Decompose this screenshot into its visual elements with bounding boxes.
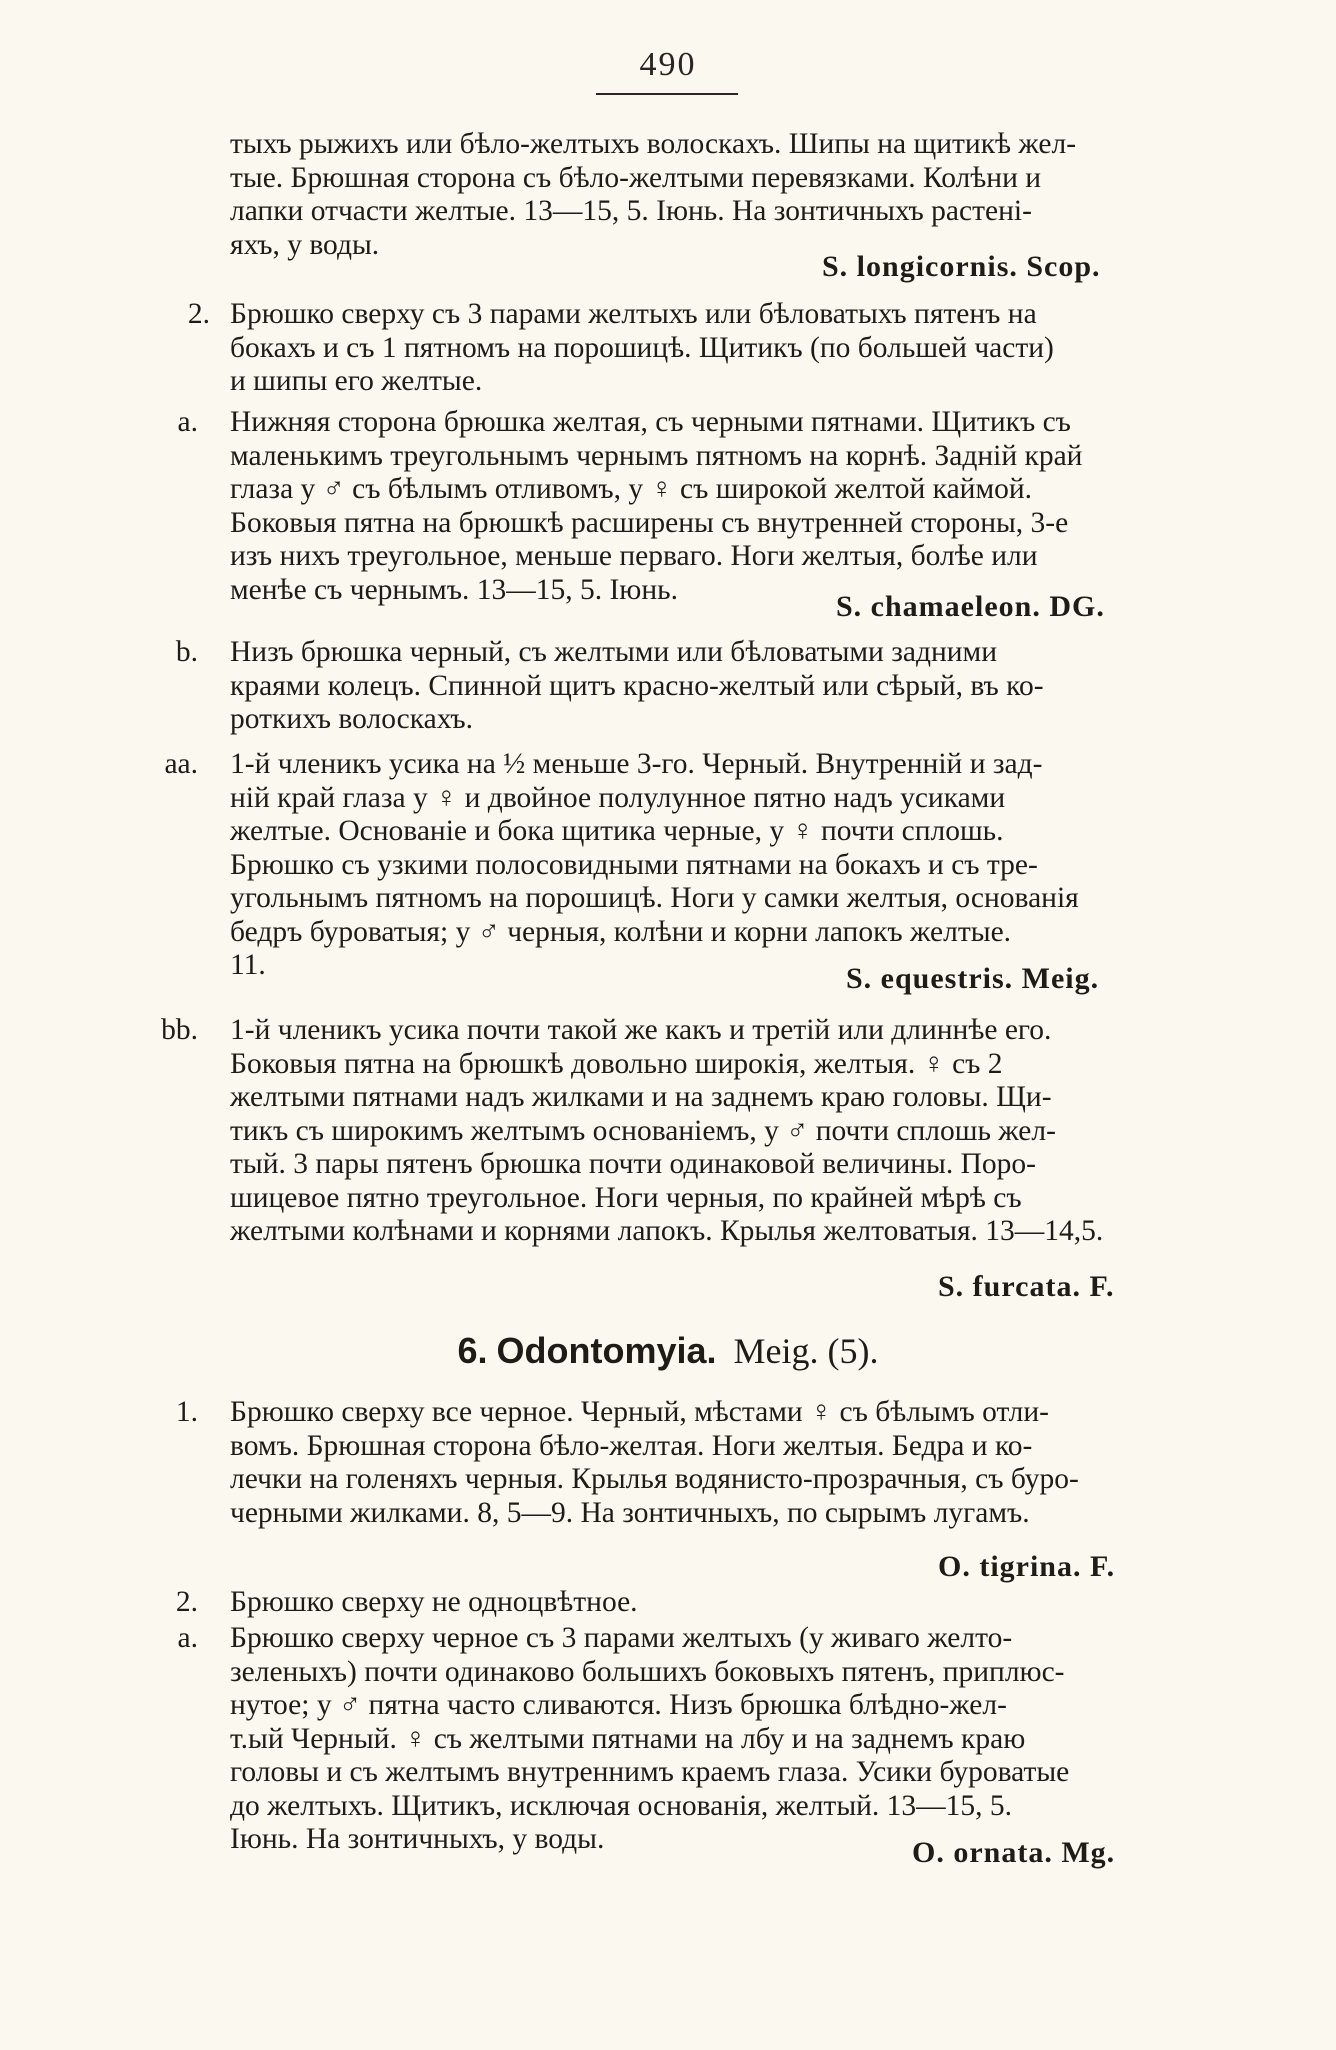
text-line: Низъ брюшка черный, съ желтыми или бѣловатыми задними xyxy=(230,636,997,668)
text-line: Брюшко сверху черное съ 3 парами желтыхъ (у живаго желто- xyxy=(230,1622,1013,1654)
text-line: желтыми пятнами надъ жилками и на заднемъ краю головы. Щи- xyxy=(230,1081,1052,1113)
genus-author: Meig. (5). xyxy=(733,1331,879,1371)
key-entry xyxy=(230,406,1222,607)
text-line: менѣе съ чернымъ. 13—15, 5. Іюнь. xyxy=(230,573,678,606)
text-line: тый. 3 пары пятенъ брюшка почти одинаковой величины. Поро- xyxy=(230,1148,1037,1180)
key-marker: aa. xyxy=(164,748,198,780)
key-entry xyxy=(230,298,1222,399)
text-line: и шипы его желтые. xyxy=(230,365,483,397)
text-line: головы и съ желтымъ внутреннимъ краемъ глаза. Усики буроватые xyxy=(230,1756,1070,1788)
text-line: нiй край глаза у ♀ и двойное полулунное пятно надъ усиками xyxy=(230,781,1006,814)
text-line: изъ нихъ треугольное, меньше перваго. Ноги желтыя, болѣе или xyxy=(230,540,1038,572)
key-marker: a. xyxy=(177,406,198,438)
text-line: Брюшко съ узкими полосовидными пятнами на бокахъ и съ тре- xyxy=(230,848,1038,881)
page-number: 490 xyxy=(639,46,697,83)
text-line: желтыми колѣнами и корнями лапокъ. Крылья желтоватыя. 13—14,5. xyxy=(230,1215,1104,1247)
text-line: глаза у ♂ съ бѣлымъ отливомъ, у ♀ съ широкой желтой каймой. xyxy=(230,473,1033,505)
text-line: Боковыя пятна на брюшкѣ расширены съ внутренней стороны, 3-е xyxy=(230,506,1069,539)
text-line: Нижняя сторона брюшка желтая, съ черными пятнами. Щитикъ съ xyxy=(230,406,1071,438)
text-line: вомъ. Брюшная сторона бѣло-желтая. Ноги желтыя. Бедра и ко- xyxy=(230,1429,1033,1462)
text-line: лапки отчасти желтые. 13—15, 5. Іюнь. На зонтичныхъ растені- xyxy=(230,195,1032,227)
text-line: яхъ, у воды. xyxy=(230,228,380,261)
text-line: роткихъ волоскахъ. xyxy=(230,703,474,735)
text-line: краями колецъ. Спинной щитъ красно-желтый или сѣрый, въ ко- xyxy=(230,669,1044,702)
paragraph-continuation xyxy=(230,128,1222,262)
key-marker: bb. xyxy=(161,1014,198,1046)
key-entry xyxy=(230,636,1222,737)
header-rule xyxy=(596,93,738,95)
text-line: маленькимъ треугольнымъ чернымъ пятномъ на корнѣ. Заднiй край xyxy=(230,439,1083,472)
genus-name: Odontomyia. xyxy=(496,1330,717,1371)
text-line: т.ый Черный. ♀ съ желтыми пятнами на лбу и на заднемъ краю xyxy=(230,1722,1026,1755)
text-line: бокахъ и съ 1 пятномъ на порошицѣ. Щитикъ (по большей части) xyxy=(230,331,1054,364)
text-line: черными жилками. 8, 5—9. На зонтичныхъ, по сырымъ лугамъ. xyxy=(230,1496,1030,1529)
species-name: S. chamaeleon. DG. xyxy=(836,590,1105,623)
section-heading xyxy=(0,1330,1336,1372)
species-name: O. tigrina. F. xyxy=(938,1550,1116,1583)
text-line: тые. Брюшная сторона съ бѣло-желтыми перевязками. Колѣни и xyxy=(230,161,1042,194)
text-line: нутое; у ♂ пятна часто сливаются. Низъ брюшка блѣдно-жел- xyxy=(230,1689,1007,1721)
text-line: Брюшко сверху не одноцвѣтное. xyxy=(230,1586,638,1618)
species-name: O. ornata. Mg. xyxy=(912,1836,1116,1869)
text-line: угольнымъ пятномъ на порошицѣ. Ноги у самки желтыя, основанія xyxy=(230,882,1079,914)
species-name: S. longicornis. Scop. xyxy=(822,250,1101,283)
key-marker: b. xyxy=(175,636,198,668)
key-marker: 2. xyxy=(175,1586,198,1618)
text-line: желтые. Основанiе и бока щитика черные, у ♀ почти сплошь. xyxy=(230,815,1004,847)
text-line: тикъ съ широкимъ желтымъ основанiемъ, у ♂ почти сплошь жел- xyxy=(230,1114,1056,1147)
key-marker: a. xyxy=(177,1622,198,1654)
key-entry xyxy=(230,1622,1222,1857)
text-line: Боковыя пятна на брюшкѣ довольно широкiя, желтыя. ♀ съ 2 xyxy=(230,1047,1003,1080)
text-line: Іюнь. На зонтичныхъ, у воды. xyxy=(230,1823,605,1855)
species-name: S. equestris. Meig. xyxy=(846,962,1100,995)
text-line: бедръ буроватыя; у ♂ черныя, колѣни и корни лапокъ желтые. xyxy=(230,915,1012,948)
text-line: до желтыхъ. Щитикъ, исключая основанія, желтый. 13—15, 5. xyxy=(230,1789,1013,1822)
section-number: 6. xyxy=(457,1330,488,1371)
key-entry xyxy=(230,1396,1222,1530)
text-line: 1-й членикъ усика почти такой же какъ и третiй или длиннѣе его. xyxy=(230,1014,1052,1046)
key-entry xyxy=(230,748,1222,983)
text-line: тыхъ рыжихъ или бѣло-желтыхъ волоскахъ. Шипы на щитикѣ жел- xyxy=(230,128,1077,160)
text-line: 1-й членикъ усика на ½ меньше 3-го. Черный. Внутреннiй и зад- xyxy=(230,748,1043,780)
text-line: 11. xyxy=(230,949,266,981)
text-line: лечки на голеняхъ черныя. Крылья водянисто-прозрачныя, съ буро- xyxy=(230,1463,1079,1495)
text-line: Брюшко сверху съ 3 парами желтыхъ или бѣловатыхъ пятенъ на xyxy=(230,298,1037,330)
text-line: зеленыхъ) почти одинаково большихъ боковыхъ пятенъ, приплюс- xyxy=(230,1655,1065,1688)
text-line: Брюшко сверху все черное. Черный, мѣстами ♀ съ бѣлымъ отли- xyxy=(230,1396,1049,1428)
key-entry xyxy=(230,1586,1222,1620)
key-entry xyxy=(230,1014,1222,1249)
text-line: шицевое пятно треугольное. Ноги черныя, по крайней мѣрѣ съ xyxy=(230,1181,1022,1214)
key-marker: 2. xyxy=(187,298,210,330)
key-marker: 1. xyxy=(175,1396,198,1428)
species-name: S. furcata. F. xyxy=(938,1270,1115,1303)
